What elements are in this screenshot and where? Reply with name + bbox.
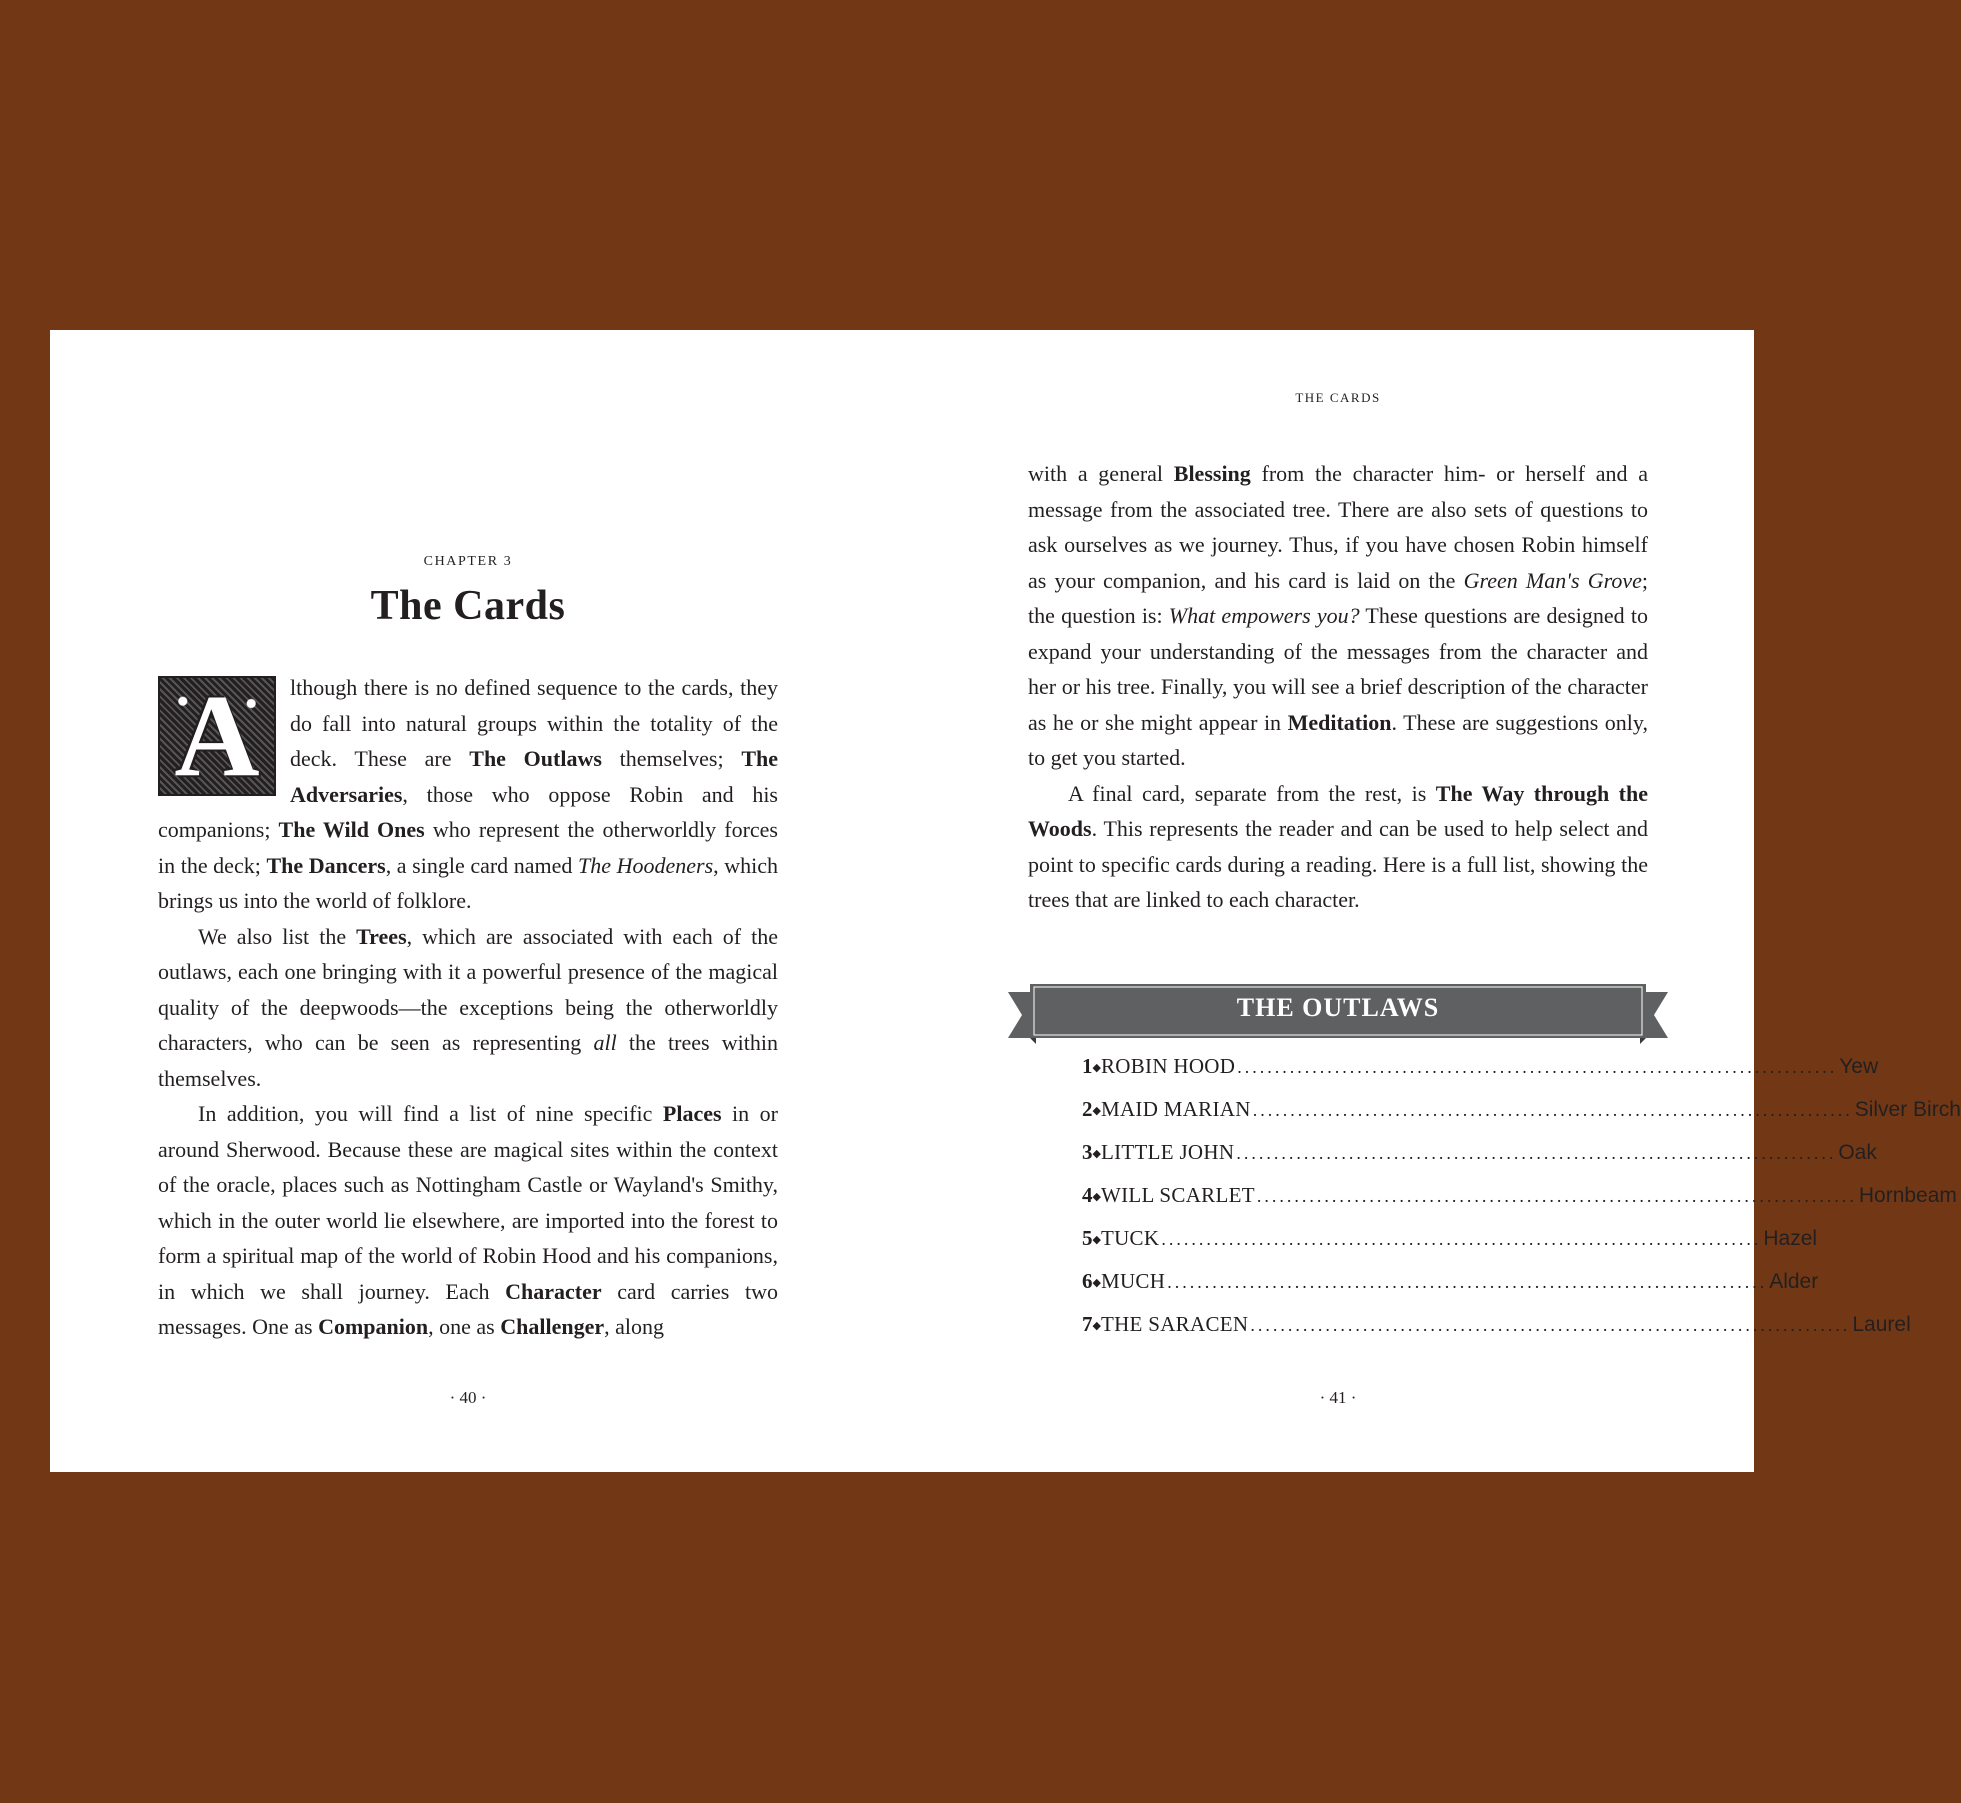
dot-leader: ................................................................................ xyxy=(1167,1272,1768,1292)
text-run: from the character him- or herself and a message from the associated tree. There are also sets of questions to ask ourselves as we journey. Thus, if you have chosen Robin himself as your companion, and his card is laid on the xyxy=(1028,461,1649,593)
text-run: in or around Sherwood. Because these are magical sites within the context of the oracle, places such as Nottingham Castle or Wayland's Smithy, which in the outer world lie elsewhere, are imported into the forest to form a spiritual map of the world of Robin Hood and his companions, in which we shall journey. Each xyxy=(158,1101,778,1304)
bold-term: The Wild Ones xyxy=(278,817,425,842)
dot-leader: ................................................................................ xyxy=(1236,1143,1837,1163)
text-run: , along xyxy=(604,1314,664,1339)
text-run: the trees within themselves. xyxy=(158,1030,778,1091)
outlaw-tree: Oak xyxy=(1838,1141,1877,1164)
bold-term: Character xyxy=(505,1278,602,1304)
text-run: with a general xyxy=(1028,461,1174,486)
diamond-icon: ◆ xyxy=(1092,1277,1101,1289)
chapter-label: CHAPTER 3 xyxy=(423,554,513,569)
text-run: . These are suggestions only, to get you started. xyxy=(1028,709,1648,770)
banner-title: THE OUTLAWS xyxy=(1236,993,1440,1022)
outlaw-list-item xyxy=(1082,1054,1879,1097)
bold-term: The Outlaws xyxy=(469,746,602,771)
text-run: , a single card named xyxy=(385,852,579,878)
bold-term: Meditation xyxy=(1287,709,1392,735)
outlaw-tree: Hazel xyxy=(1763,1227,1818,1250)
bold-term: Blessing xyxy=(1173,461,1251,486)
dropcap-letter: A xyxy=(174,670,260,801)
diamond-icon: ◆ xyxy=(1092,1234,1101,1246)
outlaw-name: THE SARACEN xyxy=(1100,1312,1249,1336)
right-body-text xyxy=(1028,456,1648,918)
text-run: We also list the xyxy=(198,923,357,949)
italic-term: Green Man's Grove xyxy=(1463,567,1642,593)
running-head: THE CARDS xyxy=(1295,390,1381,405)
diamond-icon: ◆ xyxy=(1092,1148,1101,1160)
outlaw-name: MAID MARIAN xyxy=(1100,1097,1251,1121)
italic-term: The Hoodeners xyxy=(578,852,714,878)
text-run: lthough there is no defined sequence to the cards, they do fall into natural groups within the totality of the deck. These are xyxy=(290,675,778,771)
book-spread xyxy=(50,330,1961,1472)
dot-leader: ................................................................................ xyxy=(1256,1186,1857,1206)
left-body-text xyxy=(158,670,778,1345)
italic-term: all xyxy=(593,1030,617,1055)
dot-leader: ................................................................................ xyxy=(1252,1100,1853,1120)
text-run: . This represents the reader and can be used to help select and point to specific cards during a reading. Here is a full list, showing the trees that are linked to each character. xyxy=(1028,816,1648,912)
text-run: , those who oppose Robin and his companions; xyxy=(158,781,778,842)
diamond-icon: ◆ xyxy=(1092,1320,1101,1332)
outlaw-number: 4 xyxy=(1082,1183,1093,1207)
text-run: ; the question is: xyxy=(1028,567,1648,628)
text-run: , which are associated with each of the outlaws, each one bringing with it a powerful presence of the magical quality of the deepwoods—the exceptions being the otherworldly characters, who can be seen as representing xyxy=(158,923,778,1055)
diamond-icon: ◆ xyxy=(1092,1062,1101,1074)
text-run: These questions are designed to expand your understanding of the messages from the character and her or his tree. Finally, you will see a brief description of the character as he or she might appear in xyxy=(1028,603,1648,735)
diamond-icon: ◆ xyxy=(1092,1191,1101,1203)
outlaw-name: LITTLE JOHN xyxy=(1100,1140,1235,1164)
text-run: who represent the otherworldly forces in the deck; xyxy=(158,817,778,878)
outlaw-tree: Alder xyxy=(1769,1270,1819,1293)
bold-term: The Dancers xyxy=(266,852,386,878)
text-run: A final card, separate from the rest, is xyxy=(1068,780,1436,806)
ornamental-initial xyxy=(158,670,276,801)
dot-leader: ................................................................................ xyxy=(1161,1229,1762,1249)
outlaw-tree: Silver Birch xyxy=(1854,1098,1961,1121)
outlaw-list-item xyxy=(1082,1097,1961,1140)
left-page xyxy=(158,330,778,1472)
bold-term: The Adversaries xyxy=(290,746,778,807)
dot-leader: ................................................................................ xyxy=(1250,1315,1851,1335)
outlaw-name: WILL SCARLET xyxy=(1100,1183,1255,1207)
outlaw-list-item xyxy=(1082,1183,1957,1226)
text-run: , which brings us into the world of folklore. xyxy=(158,852,779,913)
outlaw-number: 5 xyxy=(1082,1226,1093,1250)
page-number: · 41 · xyxy=(1319,1388,1357,1407)
paragraph xyxy=(158,1096,778,1345)
outlaw-name: TUCK xyxy=(1100,1226,1160,1250)
outlaw-tree: Laurel xyxy=(1852,1313,1911,1336)
outlaw-name: ROBIN HOOD xyxy=(1100,1054,1236,1078)
outlaw-tree: Hornbeam xyxy=(1858,1184,1957,1207)
italic-term: What empowers you? xyxy=(1168,603,1360,628)
bold-term: Challenger xyxy=(500,1314,605,1339)
bold-term: Trees xyxy=(356,923,407,949)
outlaw-number: 2 xyxy=(1082,1097,1093,1121)
bold-term: Places xyxy=(662,1101,722,1126)
paragraph xyxy=(1028,776,1648,918)
diamond-icon: ◆ xyxy=(1092,1105,1101,1117)
page-number: · 40 · xyxy=(449,1388,487,1407)
paragraph xyxy=(158,919,778,1097)
text-run: In addition, you will find a list of nine specific xyxy=(198,1101,663,1126)
outlaw-tree: Yew xyxy=(1839,1055,1879,1078)
outlaw-list-item xyxy=(1082,1312,1911,1355)
right-page xyxy=(1028,330,1961,1472)
text-run: card carries two messages. One as xyxy=(158,1278,778,1339)
text-run: , one as xyxy=(428,1314,501,1339)
bold-term: Companion xyxy=(318,1314,429,1339)
section-banner xyxy=(1008,984,1668,1046)
bold-term: The Way through the Woods xyxy=(1028,780,1648,841)
outlaw-list xyxy=(1082,1054,1961,1355)
outlaw-number: 7 xyxy=(1082,1312,1093,1336)
text-run: themselves; xyxy=(601,746,742,771)
outlaw-list-item xyxy=(1082,1140,1877,1183)
outlaw-list-item xyxy=(1082,1226,1818,1269)
dot-leader: ................................................................................ xyxy=(1237,1057,1838,1077)
chapter-title: The Cards xyxy=(370,583,566,629)
outlaw-list-item xyxy=(1082,1269,1819,1312)
outlaw-name: MUCH xyxy=(1100,1269,1166,1293)
outlaw-number: 6 xyxy=(1082,1269,1093,1293)
paragraph xyxy=(1028,456,1648,776)
outlaw-number: 1 xyxy=(1082,1054,1093,1078)
outlaw-number: 3 xyxy=(1082,1140,1093,1164)
